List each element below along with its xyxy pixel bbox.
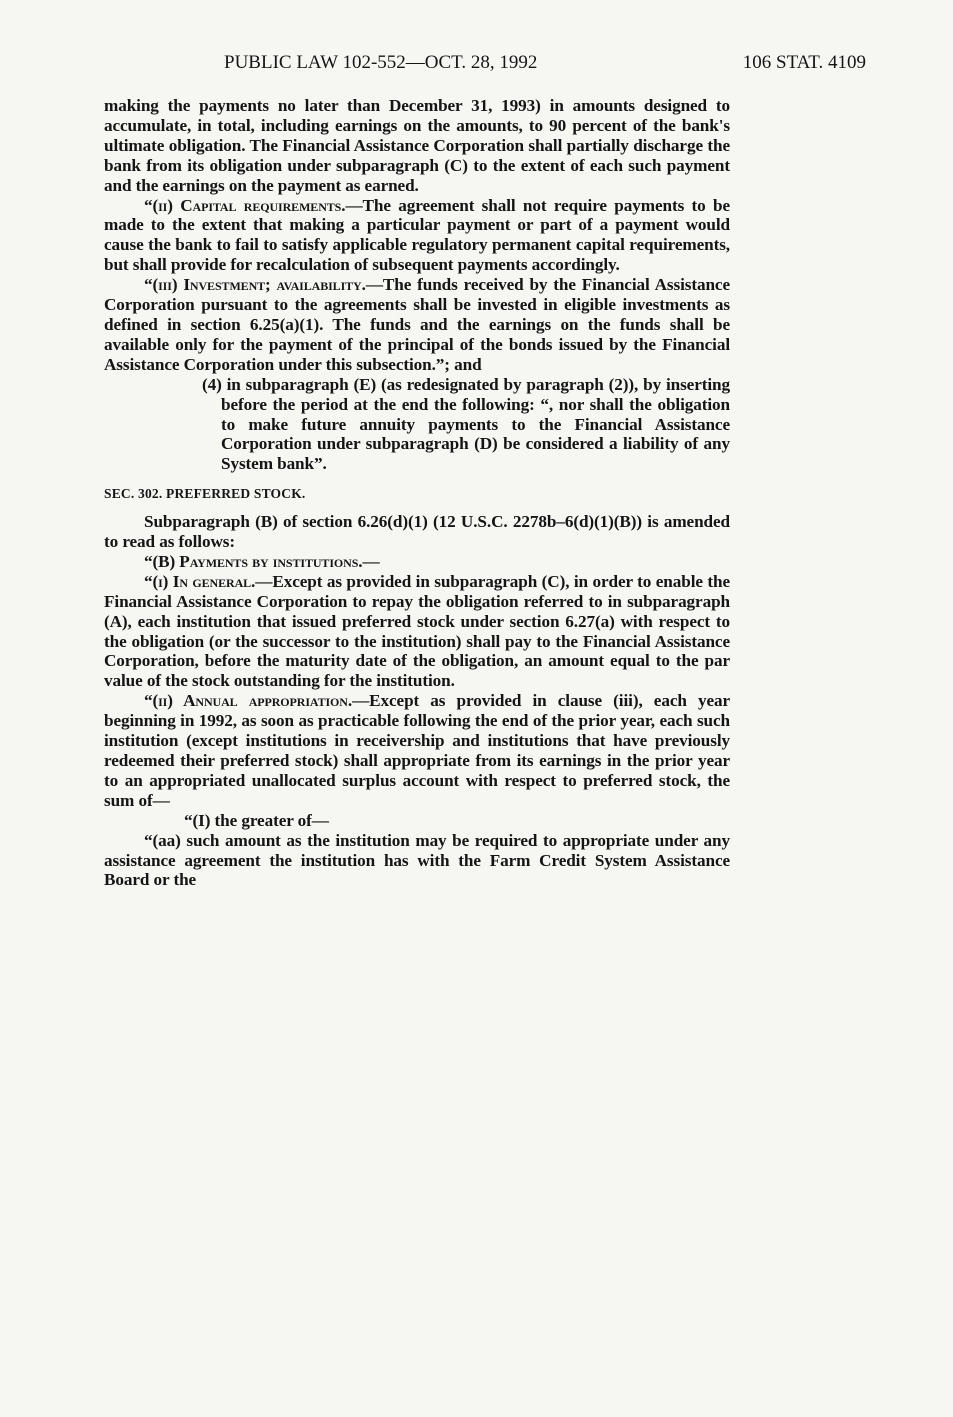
- page-header: [106, 52, 866, 80]
- continued-paragraph: making the payments no later than December 31, 1993) in amounts designed to accumulate, in total, including earnings on the amounts, to 90 percent of the bank's ultimate obligation. The Financial Assistance Corporation shall partially discharge the bank from its obligation under subparagraph (C) to the extent of each such payment and the earnings on the payment as earned.: [104, 96, 730, 195]
- clause-ii-annual: [104, 691, 730, 810]
- clause-text: —The agreement shall not require payments to be made to the extent that making a particular payment or part of a payment would cause the bank to fail to satisfy applicable regulatory permanent capital requirements, but shall provide for recalculation of subsequent payments accordingly.: [104, 195, 730, 275]
- document-body: [104, 96, 730, 890]
- subparagraph-heading: “(B) Payments by institutions.: [144, 551, 363, 571]
- subclause-I: “(I) the greater of—: [184, 810, 329, 830]
- clause-heading: “(ii) Capital requirements.: [144, 195, 346, 215]
- paragraph-4: [104, 375, 730, 475]
- clause-heading: “(ii) Annual appropriation.: [144, 691, 353, 711]
- clause-text: —Except as provided in subparagraph (C), in order to enable the Financial Assistance Corporation to repay the obligation referred to in subparagraph (A), each institution that issued preferred stock under section 6.27(a) with respect to the obligation (or the successor to the institution) shall pay to the Financial Assistance Corporation, before the maturity date of the obligation, an amount equal to the par value of the stock outstanding for the institution.: [104, 571, 731, 691]
- section-heading: SEC. 302. PREFERRED STOCK.: [104, 486, 306, 502]
- clause-i: [104, 572, 730, 691]
- section-text: Subparagraph (B) of section 6.26(d)(1) (12 U.S.C. 2278b–6(d)(1)(B)) is amended to read as follows:: [104, 512, 730, 552]
- clause-iii: [104, 275, 730, 375]
- running-head: PUBLIC LAW 102-552—OCT. 28, 1992: [224, 52, 538, 73]
- clause-heading: “(i) In general.: [144, 571, 256, 591]
- page-number: 106 STAT. 4109: [742, 52, 866, 73]
- clause-text: —The funds received by the Financial Assistance Corporation pursuant to the agreements shall be invested in eligible investments as defined in section 6.25(a)(1). The funds and the earnings on the funds shall be available only for the payment of the principal of the bonds issued by the Financial Assistance Corporation under this subsection.”; and: [104, 275, 730, 374]
- item-aa: “(aa) such amount as the institution may be required to appropriate under any assistance agreement the institution has with the Farm Credit System Assistance Board or the: [104, 830, 730, 890]
- subparagraph-b-heading: [104, 552, 730, 572]
- clause-text: —Except as provided in clause (iii), each year beginning in 1992, as soon as practicable following the end of the prior year, each such institution (except institutions in receivership and institutions that have previously redeemed their preferred stock) shall appropriate from its earnings in the prior year to an appropriated unallocated surplus account with respect to preferred stock, the sum of—: [104, 691, 730, 810]
- clause-ii: [104, 196, 730, 276]
- paragraph-4-text: (4) in subparagraph (E) (as redesignated by paragraph (2)), by inserting before the period at the end the following: “, nor shall the obligation to make future annuity payments to the Financial Assistance Corporation under subparagraph (D) be considered a liability of any System bank”.: [202, 374, 730, 474]
- heading-dash: —: [362, 551, 380, 571]
- clause-heading: “(iii) Investment; availability.: [144, 275, 366, 295]
